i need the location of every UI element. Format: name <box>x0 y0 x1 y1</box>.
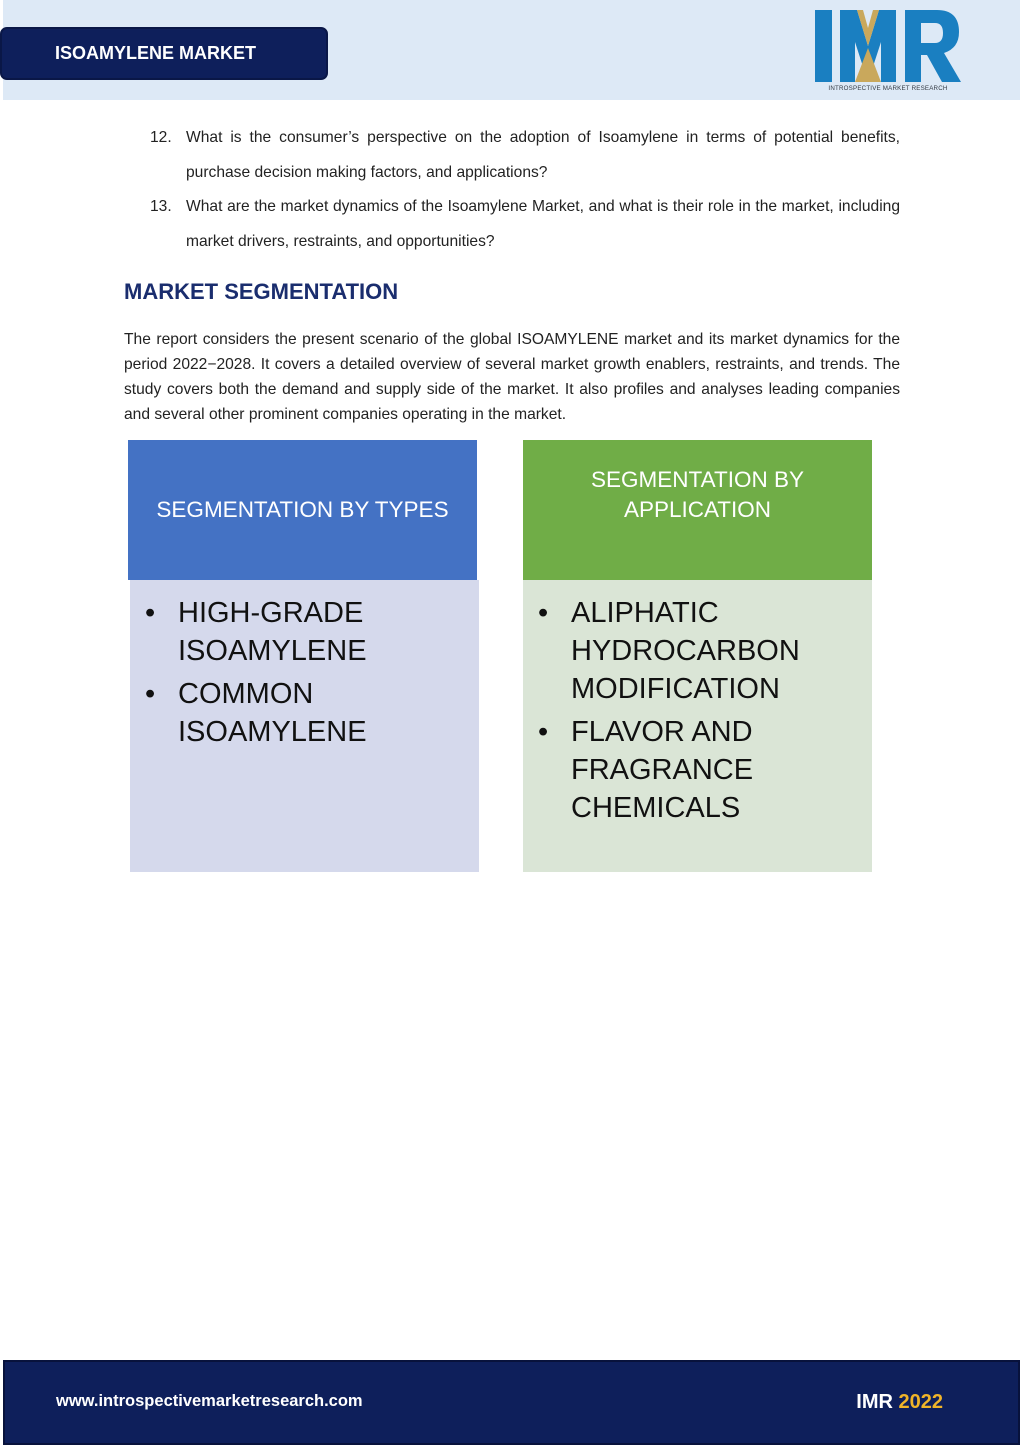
imr-logo-mark <box>813 8 963 84</box>
bullet: • <box>538 716 549 748</box>
bullet: • <box>538 597 549 629</box>
list-item <box>145 594 469 670</box>
report-title: ISOAMYLENE MARKET <box>55 43 257 63</box>
logo-subtitle: INTROSPECTIVE MARKET RESEARCH <box>828 85 948 92</box>
list-item <box>538 594 862 708</box>
list-item <box>145 675 469 751</box>
question-text: What is the consumer’s perspective on the adoption of Isoamylene in terms of potential benefits, purchase decision making factors, and applications? <box>186 129 900 181</box>
segmentation-application-title: SEGMENTATION BY APPLICATION <box>591 467 804 522</box>
question-text: What are the market dynamics of the Isoamylene Market, and what is their role in the market, including market drivers, restraints, and opportunities? <box>186 198 900 250</box>
question-list <box>150 121 900 259</box>
question-number: 12. <box>150 129 172 146</box>
segmentation-application-header <box>523 440 872 580</box>
segmentation-types-list <box>130 580 479 751</box>
list-item <box>538 713 862 827</box>
website-link[interactable]: www.introspectivemarketresearch.com <box>56 1392 363 1410</box>
segmentation-application-list <box>523 580 872 827</box>
footer-brand-name: IMR <box>856 1391 893 1413</box>
footer-brand <box>856 1391 943 1414</box>
page-footer <box>3 1360 1020 1445</box>
question-item <box>150 121 900 190</box>
question-item <box>150 190 900 259</box>
footer-year: 2022 <box>898 1391 943 1413</box>
segment-label: ALIPHATIC HYDROCARBON MODIFICATION <box>571 597 800 705</box>
section-heading: MARKET SEGMENTATION <box>124 279 399 304</box>
segment-label: HIGH-GRADE ISOAMYLENE <box>178 597 367 667</box>
question-number: 13. <box>150 198 172 215</box>
report-title-tab <box>0 27 328 80</box>
bullet: • <box>145 597 156 629</box>
segment-label: COMMON ISOAMYLENE <box>178 678 367 748</box>
bullet: • <box>145 678 156 710</box>
segmentation-types-header <box>128 440 477 580</box>
segmentation-types-title: SEGMENTATION BY TYPES <box>156 497 449 522</box>
segmentation-types-body <box>130 580 479 872</box>
imr-logo <box>813 8 963 96</box>
segment-label: FLAVOR AND FRAGRANCE CHEMICALS <box>571 716 754 824</box>
section-paragraph: The report considers the present scenario of the global ISOAMYLENE market and its market dynamics for the period 2022−2028. It covers a detailed overview of several market growth enablers, restraints, and trends. The study covers both the demand and supply side of the market. It also profiles and analyses leading companies and several other prominent companies operating in the market. <box>124 331 900 423</box>
segmentation-application-body <box>523 580 872 872</box>
